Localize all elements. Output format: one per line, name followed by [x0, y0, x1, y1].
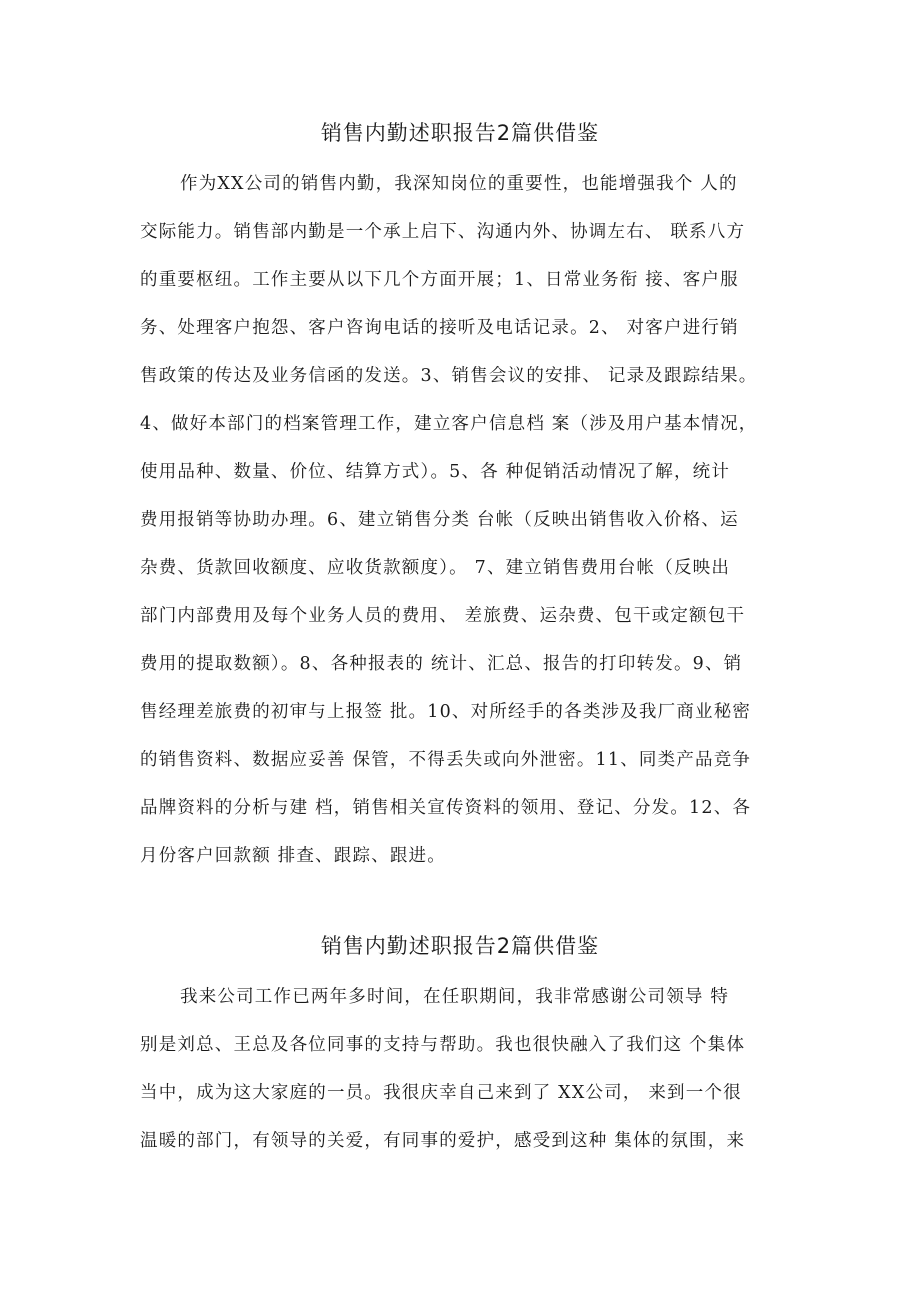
section1-line-14: 品牌资料的分析与建 档，销售相关宣传资料的领用、登记、分发。12、各: [140, 798, 752, 818]
section1-line-12: 售经理差旅费的初审与上报签 批。10、对所经手的各类涉及我厂商业秘密: [140, 702, 752, 722]
section2-line-2: 别是刘总、王总及各位同事的支持与帮助。我也很快融入了我们这 个集体: [140, 1035, 746, 1055]
section1-line-13: 的销售资料、数据应妥善 保管，不得丢失或向外泄密。11、同类产品竞争: [140, 750, 752, 770]
section1-line-6: 4、做好本部门的档案管理工作，建立客户信息档 案（涉及用户基本情况，: [140, 414, 758, 434]
section1-line-11: 费用的提取数额）。8、各种报表的 统计、汇总、报告的打印转发。9、销: [140, 654, 743, 674]
section2-line-3: 当中，成为这大家庭的一员。我很庆幸自己来到了 XX公司， 来到一个很: [140, 1083, 742, 1103]
section1-title: 销售内勤述职报告2篇供借鉴: [320, 121, 600, 145]
section2-line-4: 温暖的部门，有领导的关爱，有同事的爱护，感受到这种 集体的氛围，来: [140, 1131, 746, 1151]
section1-line-1: 作为XX公司的销售内勤，我深知岗位的重要性，也能增强我个 人的: [180, 174, 738, 194]
section1-line-3: 的重要枢纽。工作主要从以下几个方面开展；1、日常业务衔 接、客户服: [140, 270, 739, 290]
section1-line-9: 杂费、货款回收额度、应收货款额度）。 7、建立销售费用台帐（反映出: [140, 558, 731, 578]
section2-title: 销售内勤述职报告2篇供借鉴: [320, 934, 600, 958]
section1-line-2: 交际能力。销售部内勤是一个承上启下、沟通内外、协调左右、 联系八方: [140, 222, 746, 242]
section1-line-4: 务、处理客户抱怨、客户咨询电话的接听及电话记录。2、 对客户进行销: [140, 318, 739, 338]
section1-line-10: 部门内部费用及每个业务人员的费用、 差旅费、运杂费、包干或定额包干: [140, 606, 746, 626]
section2-line-1: 我来公司工作已两年多时间，在任职期间，我非常感谢公司领导 特: [180, 987, 730, 1007]
section1-line-5: 售政策的传达及业务信函的发送。3、销售会议的安排、 记录及跟踪结果。: [140, 366, 758, 386]
section1-line-7: 使用品种、数量、价位、结算方式）。5、各 种促销活动情况了解，统计: [140, 462, 731, 482]
section1-line-15: 月份客户回款额 排查、跟踪、跟进。: [140, 846, 446, 866]
section1-line-8: 费用报销等协助办理。6、建立销售分类 台帐（反映出销售收入价格、运: [140, 510, 739, 530]
